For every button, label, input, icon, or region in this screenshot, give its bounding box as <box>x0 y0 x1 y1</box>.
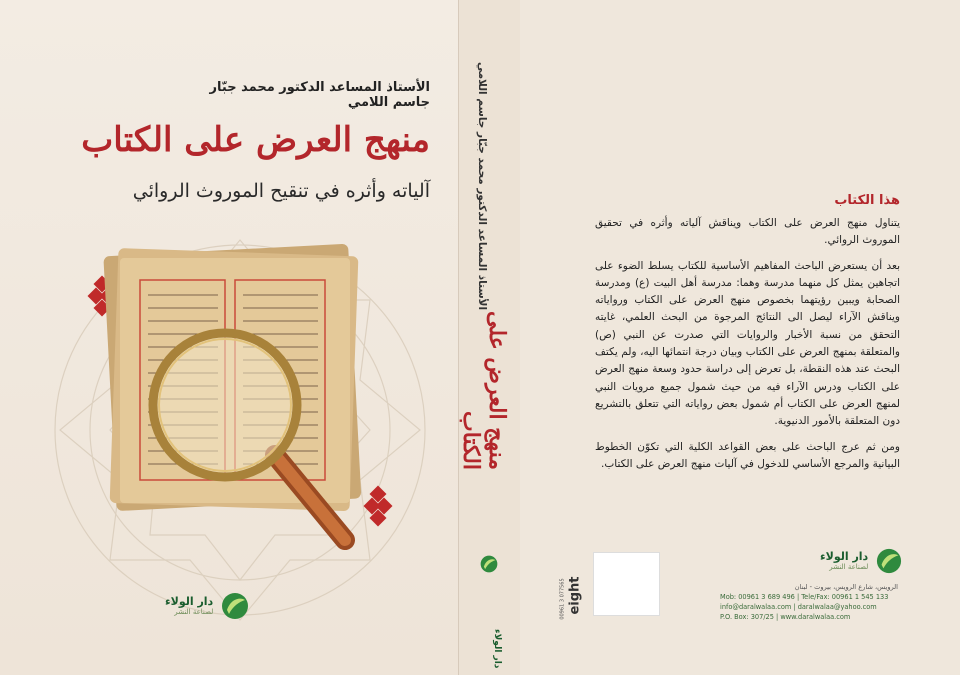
publisher-name: دار الولاء <box>165 594 214 608</box>
eight-label: eight <box>567 576 583 615</box>
book-subtitle: آلياته وأثره في تنقيح الموروث الروائي <box>132 180 430 202</box>
publisher-address: الرويس، شارع الرويس، بيروت - لبنان <box>794 583 898 591</box>
back-description <box>595 215 900 481</box>
publisher-logo-front <box>165 592 249 620</box>
publisher-phones: Mob: 00961 3 689 496 | Tele/Fax: 00961 1 545 133 <box>720 593 889 601</box>
spine-leaf-icon <box>480 555 498 573</box>
isbn-small: 00961 3 077565 <box>559 578 566 620</box>
spine-author: الأستاذ المساعد الدكتور محمد جبّار جاسم اللامي <box>476 61 488 310</box>
publisher-tagline: لصناعة النشر <box>829 563 869 572</box>
manuscript-illustration <box>100 240 370 550</box>
publisher-pobox: P.O. Box: 307/25 | www.daralwalaa.com <box>720 613 851 621</box>
publisher-contact <box>720 582 898 622</box>
barcode-placeholder <box>593 552 660 616</box>
publisher-tagline: لصناعة النشر <box>174 608 214 617</box>
leaf-logo-icon <box>221 592 249 620</box>
back-heading: هذا الكتاب <box>834 193 900 208</box>
publisher-logo-back <box>820 548 902 574</box>
spine-publisher: دار الولاء <box>492 628 502 668</box>
back-paragraph: ومن ثم عرج الباحث على بعض القواعد الكلية التي تكوّن الخطوط البيانية والمرجع الأساسي للدخول في آليات منهج العرض على الكتاب. <box>595 440 900 470</box>
back-paragraph: بعد أن يستعرض الباحث المفاهيم الأساسية للكتاب يسلط الضوء على اتجاهين يمثل كل منهما مدرسة وهما: مدرسة أهل البيت (ع) ومدرسة الصحابة ويبين رؤيتهما بخصوص منهج العرض على الكتاب ورواياته ويناقش الآراء ليصل الى النتائج المرجوة من البحث العلمي، غايته التحقق من نسبة الأخبار والروايات التي صدرت عن النبي (ص) والمتعلقة بمنهج العرض على الكتاب وبيان درجة انتمائها اليه، ولم يكتف البحث عند هذه النقطة، بل تعرض إلى دراسة حدود وسعة منهج العرض على الكتاب ودرس الآراء فيه من حيث شمول جميع مرويات النبي لمنهج العرض على الكتاب أم شمول بعض رواياته التي تتعلق بالتشريع دون المتعلقة بالأمور الدنيوية. <box>595 259 900 428</box>
front-cover <box>0 0 458 675</box>
eight-imprint <box>559 576 590 620</box>
leaf-logo-icon <box>876 548 902 574</box>
author-name: الأستاذ المساعد الدكتور محمد جبّار جاسم اللامي <box>209 80 430 110</box>
publisher-emails: info@daralwalaa.com | daralwalaa@yahoo.com <box>720 603 877 611</box>
publisher-name: دار الولاء <box>820 549 869 563</box>
spine <box>458 0 520 675</box>
book-title: منهج العرض على الكتاب <box>81 120 430 160</box>
spine-fold-left <box>458 0 459 675</box>
spine-title: منهج العرض على الكتاب <box>458 311 510 470</box>
back-paragraph: يتناول منهج العرض على الكتاب ويناقش آلياته وأثره في تحقيق الموروث الروائي. <box>595 217 900 247</box>
